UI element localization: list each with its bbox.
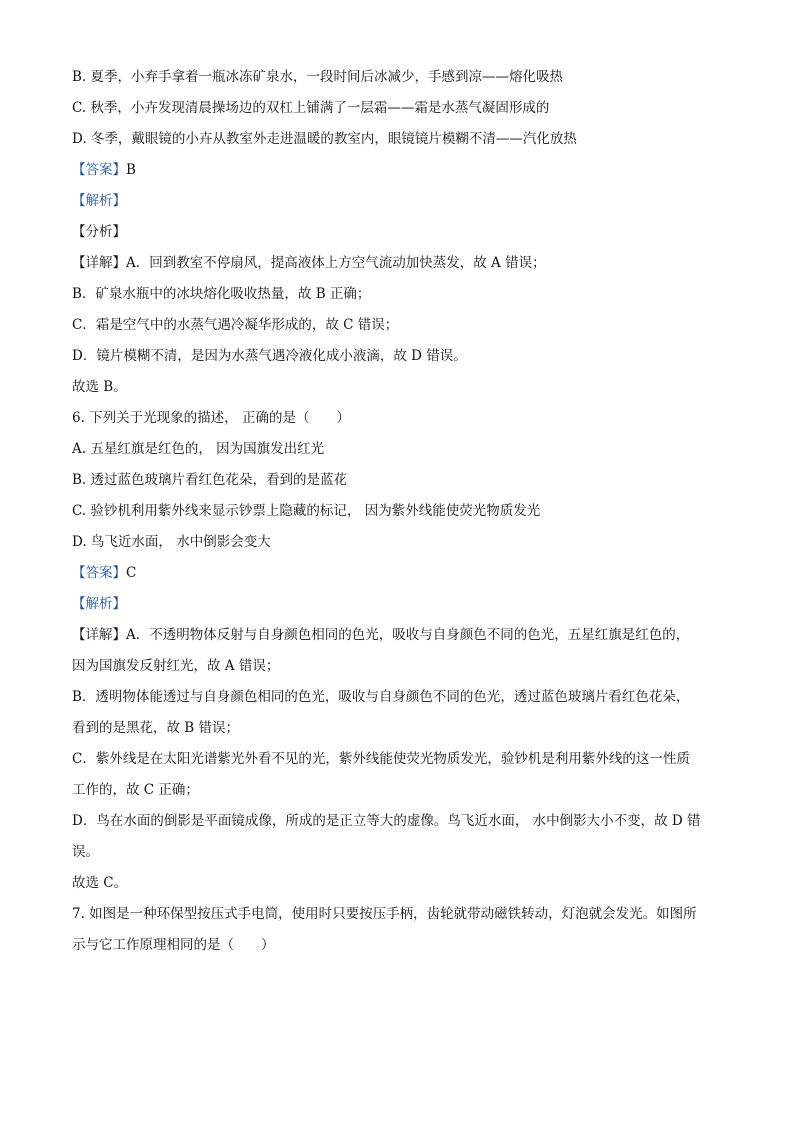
detail-text: A．回到教室不停扇风，提高液体上方空气流动加快蒸发，故 A 错误；: [126, 255, 546, 271]
detail-text: A．不透明物体反射与自身颜色相同的色光，吸收与自身颜色不同的色光，五星红旗是红色的，: [126, 627, 690, 643]
answer-tag: 【答案】: [72, 162, 126, 178]
q5-option-b: B. 夏季，小弃手拿着一瓶冰冻矿泉水，一段时间后冰减少，手感到凉——熔化吸热: [72, 69, 564, 85]
q5-answer: [72, 155, 732, 186]
answer-value: B: [126, 162, 136, 178]
q6-conclusion: 故选 C。: [72, 875, 128, 891]
q6-detail-a1: [72, 620, 732, 651]
answer-tag: 【答案】: [72, 565, 126, 581]
q6-option-d: D. 鸟飞近水面， 水中倒影会变大: [72, 534, 271, 550]
q6-analysis-tag: 【解析】: [72, 596, 126, 612]
q6-detail-a2: 因为国旗发反射红光，故 A 错误；: [72, 658, 280, 674]
q5-analysis-tag: 【解析】: [72, 193, 126, 209]
q6-answer: [72, 558, 732, 589]
q6-detail-c2: 工作的，故 C 正确；: [72, 782, 199, 798]
q6-option-a: A. 五星红旗是红色的， 因为国旗发出红光: [72, 441, 325, 457]
q6-detail-d2: 误。: [72, 844, 99, 860]
q5-detail-d: D．镜片模糊不清，是因为水蒸气遇冷液化成小液滴，故 D 错误。: [72, 348, 467, 364]
q6-detail-b2: 看到的是黑花，故 B 错误；: [72, 720, 240, 736]
q5-option-d: D. 冬季，戴眼镜的小卉从教室外走进温暖的教室内，眼镜镜片模糊不清——汽化放热: [72, 131, 577, 147]
q6-stem: 6. 下列关于光现象的描述， 正确的是（ ）: [72, 410, 350, 426]
document-page: [72, 62, 732, 961]
q6-detail-c1: C．紫外线是在太阳光谱紫光外看不见的光，紫外线能使荧光物质发光，验钞机是利用紫外线的这一性质: [72, 751, 690, 767]
q7-stem-line2: 示与它工作原理相同的是（ ）: [72, 937, 275, 953]
q6-option-c: C. 验钞机利用紫外线来显示钞票上隐藏的标记， 因为紫外线能使荧光物质发光: [72, 503, 541, 519]
q5-detail-b: B．矿泉水瓶中的冰块熔化吸收热量，故 B 正确；: [72, 286, 371, 302]
q5-detail-c: C．霜是空气中的水蒸气遇冷凝华形成的，故 C 错误；: [72, 317, 399, 333]
detail-tag: 【详解】: [72, 627, 126, 643]
q5-conclusion: 故选 B。: [72, 379, 127, 395]
detail-tag: 【详解】: [72, 255, 126, 271]
q5-option-c: C. 秋季，小卉发现清晨操场边的双杠上铺满了一层霜——霜是水蒸气凝固形成的: [72, 100, 550, 116]
q5-fenxi-tag: 【分析】: [72, 224, 126, 240]
q7-stem-line1: 7. 如图是一种环保型按压式手电筒，使用时只要按压手柄，齿轮就带动磁铁转动，灯泡就会发光。如图所: [72, 906, 697, 922]
q6-option-b: B. 透过蓝色玻璃片看红色花朵，看到的是蓝花: [72, 472, 348, 488]
q6-detail-d1: D．鸟在水面的倒影是平面镜成像，所成的是正立等大的虚像。鸟飞近水面， 水中倒影大小不变，故 D 错: [72, 813, 701, 829]
q5-detail-a: [72, 248, 732, 279]
answer-value: C: [126, 565, 137, 581]
q6-detail-b1: B．透明物体能透过与自身颜色相同的色光，吸收与自身颜色不同的色光，透过蓝色玻璃片看红色花朵，: [72, 689, 690, 705]
